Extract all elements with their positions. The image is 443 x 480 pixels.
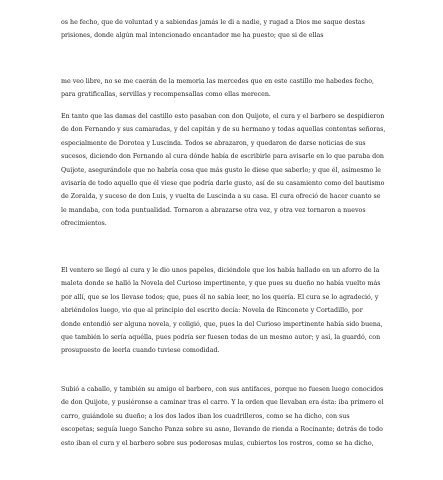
text-line: Subió a caballo, y también su amigo el barbero, con sus antifaces, porque no fuesen luego conocidos: [61, 386, 384, 393]
text-line: esto iban el cura y el barbero sobre sus poderosas mulas, cubiertos los rostros, como se ha dicho,: [61, 439, 374, 447]
text-line: le mandaba, con toda puntualidad. Tornaron a abrazarse otra vez, y otra vez tornaron a nuevos: [61, 206, 366, 214]
text-line: escopetas; seguía luego Sancho Panza sobre su asno, llevando de rienda a Rocinante; detrás de todo: [61, 426, 383, 434]
text-line: El ventero se llegó al cura y le dio unos papeles, diciéndole que los había hallado en un aforro de la: [61, 267, 380, 274]
text-line: me veo libre, no se me caerán de la memoria las mercedes que en este castillo me habedes fecho,: [61, 78, 375, 85]
paragraph-4: [61, 264, 401, 358]
text-line: sucesos, diciendo don Fernando al cura dónde había de escribirle para avisarle en lo que paraba don: [61, 153, 384, 161]
text-line: ofrecimientos.: [61, 220, 107, 228]
text-line: que también lo sería aquélla, pues podría ser fuesen todas de un mesmo autor; y así, la guardó, con: [61, 334, 381, 342]
text-line: donde entendió ser alguna novela, y coligió, que, pues la del Curioso impertinente había sido buena,: [61, 320, 383, 328]
text-line: Quijote, asegurándole que no habría cosa que más gusto le diese que saberlo; y que él, asimesmo le: [61, 166, 381, 174]
text-line: por allí, que se los llevase todos; que, pues él no sabía leer, no los quería. El cura se lo agradeció, y: [61, 293, 379, 301]
text-line: especialmente de Dorotea y Luscinda. Todos se abrazaron, y quedaron de darse noticias de sus: [61, 139, 366, 147]
text-line: maleta donde se halló la Novela del Curioso impertinente, y que pues su dueño no había vuelto más: [61, 280, 381, 288]
text-line: para gratificallas, servillas y recompensallas como ellas merecen.: [61, 91, 271, 99]
text-line: carro, guiándole su dueño; a los dos lados iban los cuadrilleros, como se ha dicho, con sus: [61, 412, 350, 420]
paragraph-1: [61, 16, 401, 43]
text-line: prisiones, donde algún mal intencionado encantador me ha puesto; que si de ellas: [61, 32, 324, 40]
text-line: de Zoraida, y suceso de don Luis, y vuelta de Luscinda a su casa. El cura ofreció de hacer cuanto se: [61, 193, 381, 201]
text-line: En tanto que las damas del castillo esto pasaban con don Quijote, el cura y el barbero se despidieron: [61, 113, 385, 120]
text-line: abriéndolos luego, vio que al principio del escrito decía: Novela de Rinconete y Cortadillo, por: [61, 307, 363, 315]
text-line: os he fecho, que de voluntad y a sabiendas jamás le di a nadie, y rugad a Dios me saque destas: [61, 19, 365, 26]
text-line: avisaría de todo aquello que él viese que podría darle gusto, así de su casamiento como del bautismo: [61, 180, 385, 188]
paragraph-2: [61, 75, 401, 102]
paragraph-5: [61, 383, 401, 450]
paragraph-3: [61, 110, 401, 231]
text-line: de don Fernando y sus camaradas, y del capitán y de su hermano y todas aquellas contentas señoras,: [61, 126, 386, 134]
text-line: de don Quijote, y pusiéronse a caminar tras el carro. Y la orden que llevaban era ésta: iba primero el: [61, 399, 384, 407]
text-line: prosupuesto de leerla cuando tuviese comodidad.: [61, 347, 220, 355]
